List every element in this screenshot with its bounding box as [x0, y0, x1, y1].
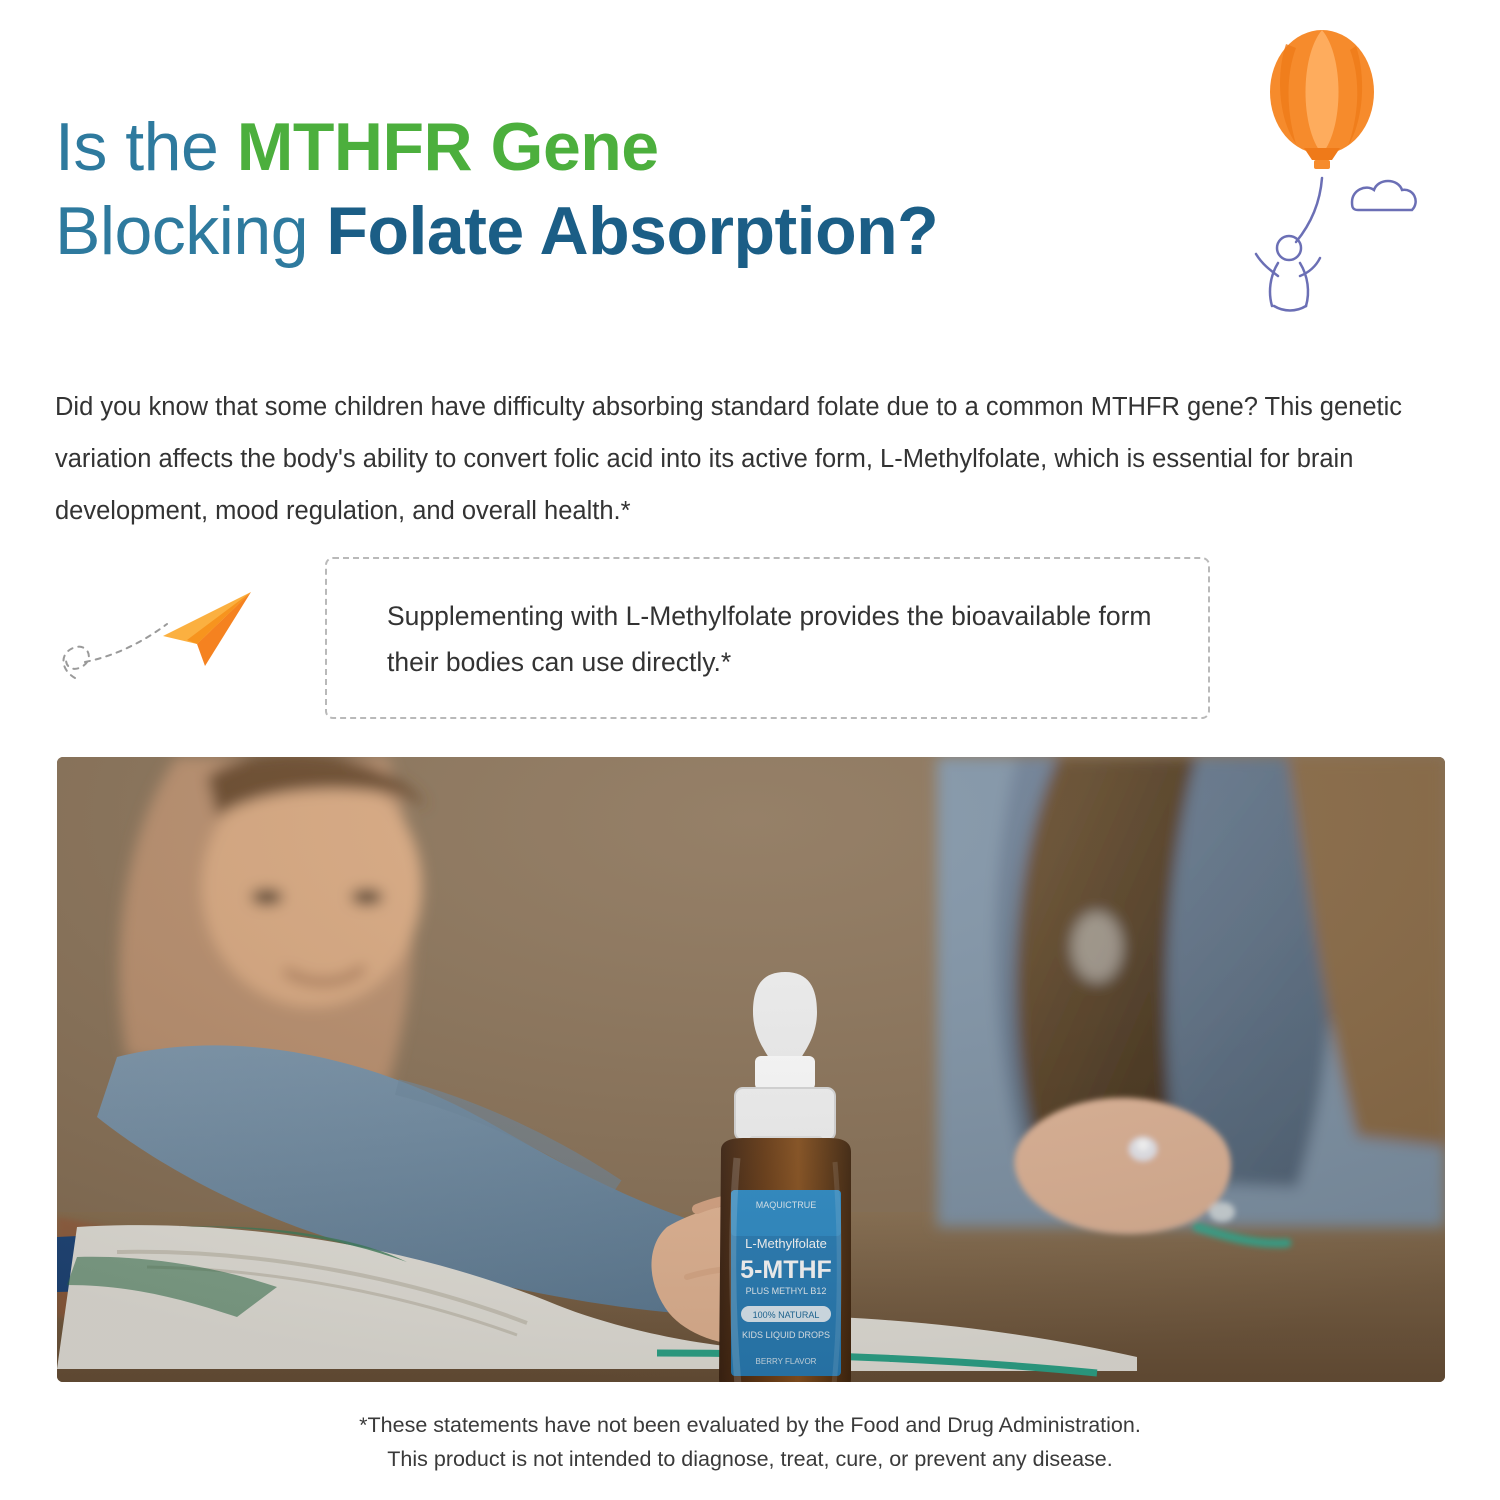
- product-photo: [57, 757, 1445, 1382]
- headline-line-1-accent: MTHFR Gene: [236, 109, 659, 185]
- intro-paragraph: Did you know that some children have difficulty absorbing standard folate due to a common MTHFR gene? This genetic variation affects the body's ability to convert folic acid into its active form, L-Methylfolate, which is essential for brain development, mood regulation, and overall health.*: [55, 392, 1403, 525]
- disclaimer-line-1: *These statements have not been evaluated by the Food and Drug Administration.: [359, 1413, 1141, 1437]
- headline-line-2-light: Blocking: [55, 193, 327, 269]
- paper-plane-icon: [55, 570, 285, 710]
- callout-box: [325, 557, 1210, 719]
- disclaimer-line-2: This product is not intended to diagnose, treat, cure, or prevent any disease.: [387, 1447, 1113, 1471]
- headline-line-1-light: Is the: [55, 109, 237, 185]
- headline-line-1: [55, 105, 1285, 189]
- headline-line-2-accent: Folate Absorption?: [326, 193, 939, 269]
- callout-text: Supplementing with L-Methylfolate provides the bioavailable form their bodies can use directly.*: [387, 601, 1152, 677]
- headline-line-2: [55, 189, 1285, 273]
- disclaimer: [0, 1408, 1500, 1476]
- page-title: [55, 105, 1285, 273]
- hot-air-balloon-icon: [1240, 20, 1460, 320]
